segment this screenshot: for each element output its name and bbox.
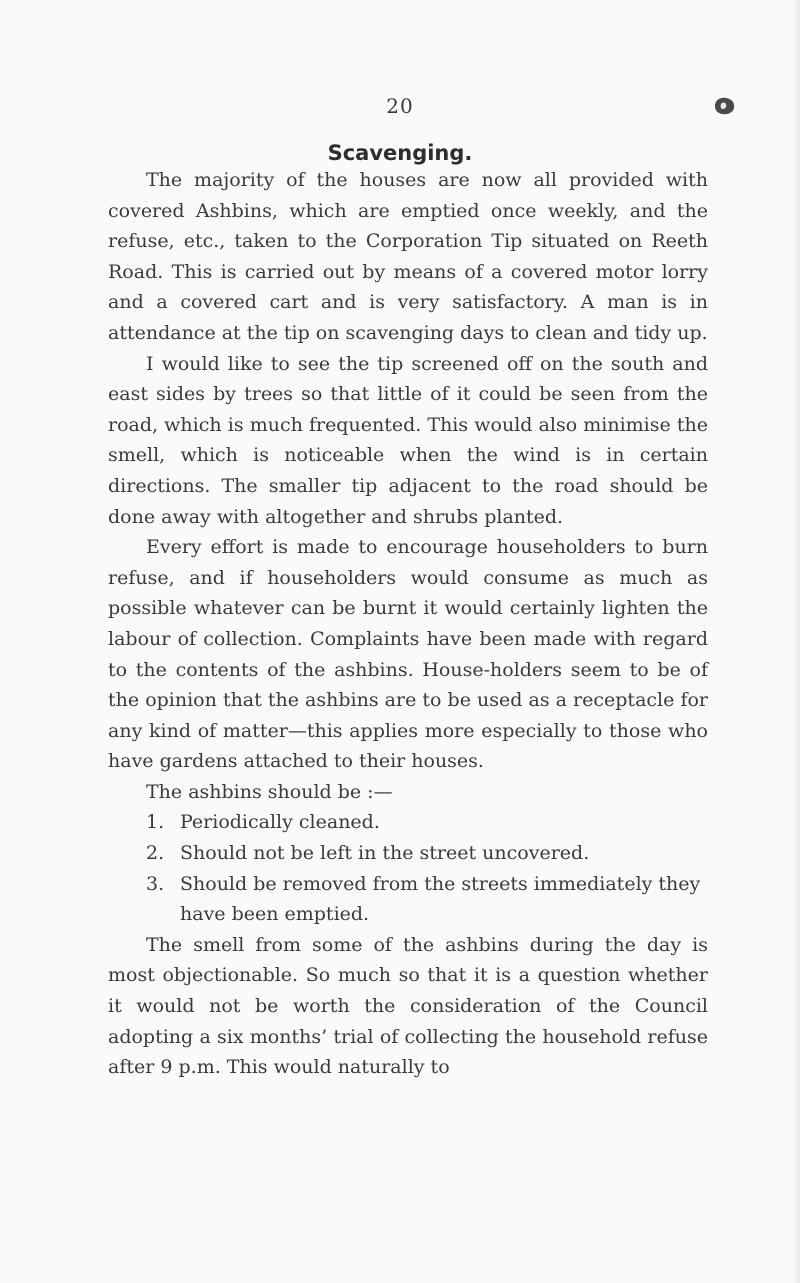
- page-number: 20: [386, 94, 414, 118]
- ink-blot-mark: [712, 96, 736, 116]
- list-text: Should not be left in the street uncovered.: [180, 842, 590, 865]
- paragraph-collection: The majority of the houses are now all provided with covered Ashbins, which are emptied once weekly, and the refuse, etc., taken to the Corporation Tip situated on Reeth Road. This is carried out by means of a covered motor lorry and a covered cart and is very satisfactory. A man is in attendance at the tip on scavenging days to clean and tidy up.: [108, 169, 708, 344]
- paragraph-tip-screening: I would like to see the tip screened off on the south and east sides by trees so that little of it could be seen from the road, which is much frequented. This would also minimise the smell, which is noticeable when the wind is in certain directions. The smaller tip adjacent to the road should be done away with altogether and shrubs planted.: [108, 352, 708, 528]
- paragraph-householders: Every effort is made to encourage householders to burn refuse, and if householders would consume as much as possible whatever can be burnt it would certainly lighten the labour of collection. Complaints have been made with regard to the contents of the ashbins. House-holders seem to be of the opinion that the ashbins are to be used as a receptacle for any kind of matter—this applies more especially to those who have gardens attached to their houses.: [108, 536, 708, 773]
- list-item: [108, 807, 708, 838]
- list-text: Should be removed from the streets immediately they have been emptied.: [180, 872, 701, 926]
- list-item: [108, 869, 708, 930]
- page-edge-shadow: [793, 0, 800, 1283]
- list-number: 2.: [146, 842, 165, 865]
- body-text: [108, 165, 708, 1083]
- section-heading: Scavenging.: [327, 141, 473, 165]
- paragraph-ashbins-intro: The ashbins should be :—: [146, 780, 393, 803]
- list-item: [108, 838, 708, 869]
- paragraph-smell: The smell from some of the ashbins during the day is most objectionable. So much so that it is a question whether it would not be worth the consideration of the Council adopting a six months’ trial of collecting the household refuse after 9 p.m. This would naturally to: [108, 933, 708, 1079]
- ashbin-requirements-list: [108, 807, 708, 929]
- list-number: 1.: [146, 811, 165, 834]
- list-number: 3.: [146, 872, 165, 895]
- list-text: Periodically cleaned.: [180, 811, 380, 834]
